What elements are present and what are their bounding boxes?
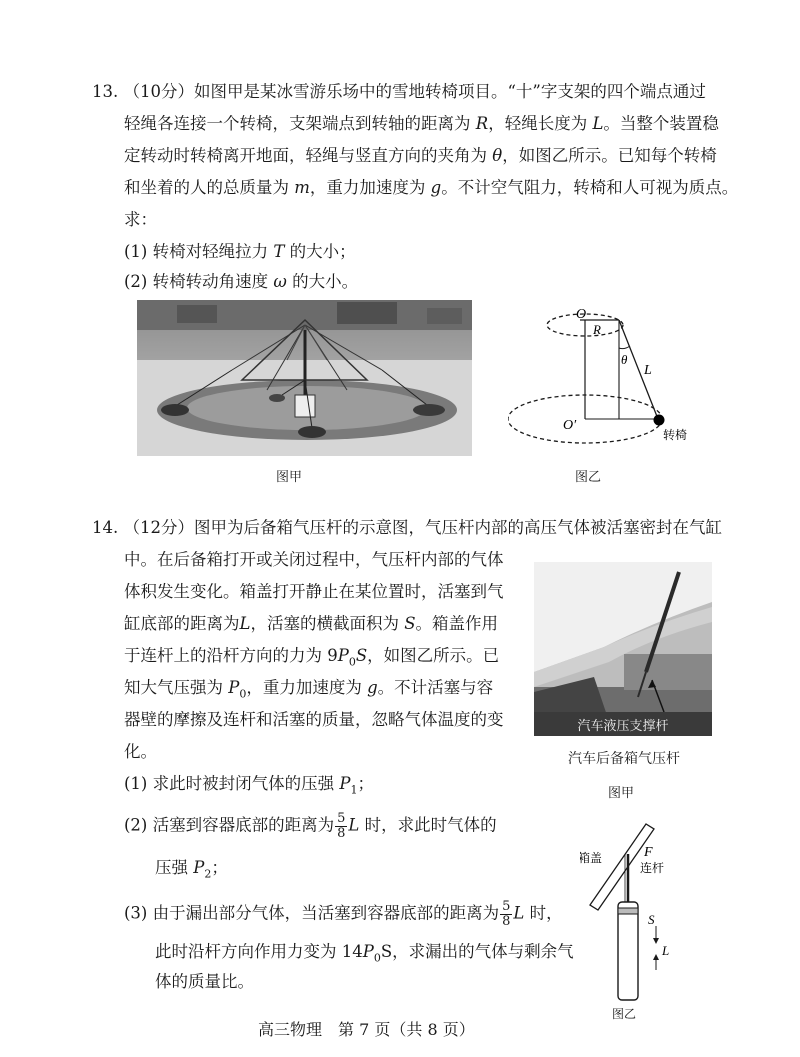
label-O: O (576, 307, 587, 322)
q13-subquestion-1: (1) 转椅对轻绳拉力 T 的大小； (124, 242, 356, 261)
label-theta: θ (621, 352, 628, 367)
label-L: L (644, 363, 652, 378)
q13-number: 13. (92, 82, 119, 101)
q13-line-4: 和坐着的人的总质量为 m，重力加速度为 g。不计空气阻力，转椅和人可视为质点。 (124, 178, 739, 197)
q14-fig-yi-caption: 图乙 (612, 1007, 637, 1021)
q14-fig-yi-diagram (580, 820, 680, 1010)
fraction-5-8-b: $\frac{5}{8}$ (502, 899, 511, 929)
q14-subquestion-2-cont: 压强 $P_2$； (155, 858, 228, 881)
label-S: S (648, 912, 655, 927)
q14-fig-jia-photo (534, 562, 712, 736)
q14-subquestion-3-cont-2: 体的质量比。 (155, 972, 254, 991)
q13-line-5: 求： (124, 210, 157, 229)
q14-line-3: 体积发生变化。箱盖打开静止在某位置时，活塞到气 (124, 582, 504, 601)
q13-subquestion-2: (2) 转椅转动角速度 ω 的大小。 (124, 272, 359, 291)
q13-fig-yi-caption: 图乙 (575, 470, 602, 485)
q14-line-6: 知大气压强为 $P_0$，重力加速度为 g。不计活塞与容 (124, 678, 494, 701)
q14-fig-jia-caption: 图甲 (608, 786, 635, 801)
q14-subquestion-3: (3) 由于漏出部分气体，当活塞到容器底部的距离为 $\frac{5}{8}$ L 时， (124, 899, 563, 929)
piston (618, 908, 638, 914)
q14-subquestion-1: (1) 求此时被封闭气体的压强 $P_1$； (124, 774, 374, 797)
q14-subquestion-3-cont-1: 此时沿杆方向作用力变为 $14P_0S$，求漏出的气体与剩余气 (155, 942, 574, 965)
page-footer: 高三物理 第 7 页（共 8 页） (258, 1020, 475, 1039)
photo-overlay-label: 汽车液压支撑杆 (577, 719, 669, 734)
label-rod: 连杆 (640, 861, 665, 875)
q14-line-8: 化。 (124, 742, 157, 761)
q14-number: 14. (92, 518, 119, 537)
q13-fig-jia-photo (137, 300, 472, 456)
q13-line-2: 轻绳各连接一个转椅，支架端点到转轴的距离为 R，轻绳长度为 L。当整个装置稳 (124, 114, 719, 133)
label-R: R (593, 322, 601, 337)
q14-photo-caption: 汽车后备箱气压杆 (568, 751, 680, 767)
chair-ball (654, 415, 665, 426)
q14-line-5: 于连杆上的沿杆方向的力为 $9P_0S$，如图乙所示。已 (124, 646, 500, 669)
q13-fig-yi-diagram (508, 298, 708, 458)
fraction-5-8: $\frac{5}{8}$ (337, 811, 346, 841)
q14-subquestion-2: (2) 活塞到容器底部的距离为 $\frac{5}{8}$ L 时，求此时气体的 (124, 811, 497, 841)
label-chair: 转椅 (663, 428, 688, 442)
label-L: L (662, 943, 670, 958)
q13-line-3: 定转动时转椅离开地面，轻绳与竖直方向的夹角为 θ，如图乙所示。已知每个转椅 (124, 146, 717, 165)
q13-line-1: 13. （10分）如图甲是某冰雪游乐场中的雪地转椅项目。“十”字支架的四个端点通过 (92, 82, 706, 101)
q14-line-2: 中。在后备箱打开或关闭过程中，气压杆内部的气体 (124, 550, 504, 569)
q13-fig-jia-caption: 图甲 (276, 470, 303, 485)
q14-line-7: 器壁的摩擦及连杆和活塞的质量，忽略气体温度的变 (124, 710, 504, 729)
q14-line-4: 缸底部的距离为L，活塞的横截面积为 S。箱盖作用 (124, 614, 499, 633)
label-F: F (644, 845, 653, 860)
cylinder (618, 902, 638, 1000)
label-lid: 箱盖 (580, 851, 603, 865)
label-O-prime: O′ (563, 418, 577, 433)
q14-line-1: 14. （12分）图甲为后备箱气压杆的示意图，气压杆内部的高压气体被活塞密封在气缸 (92, 518, 722, 537)
